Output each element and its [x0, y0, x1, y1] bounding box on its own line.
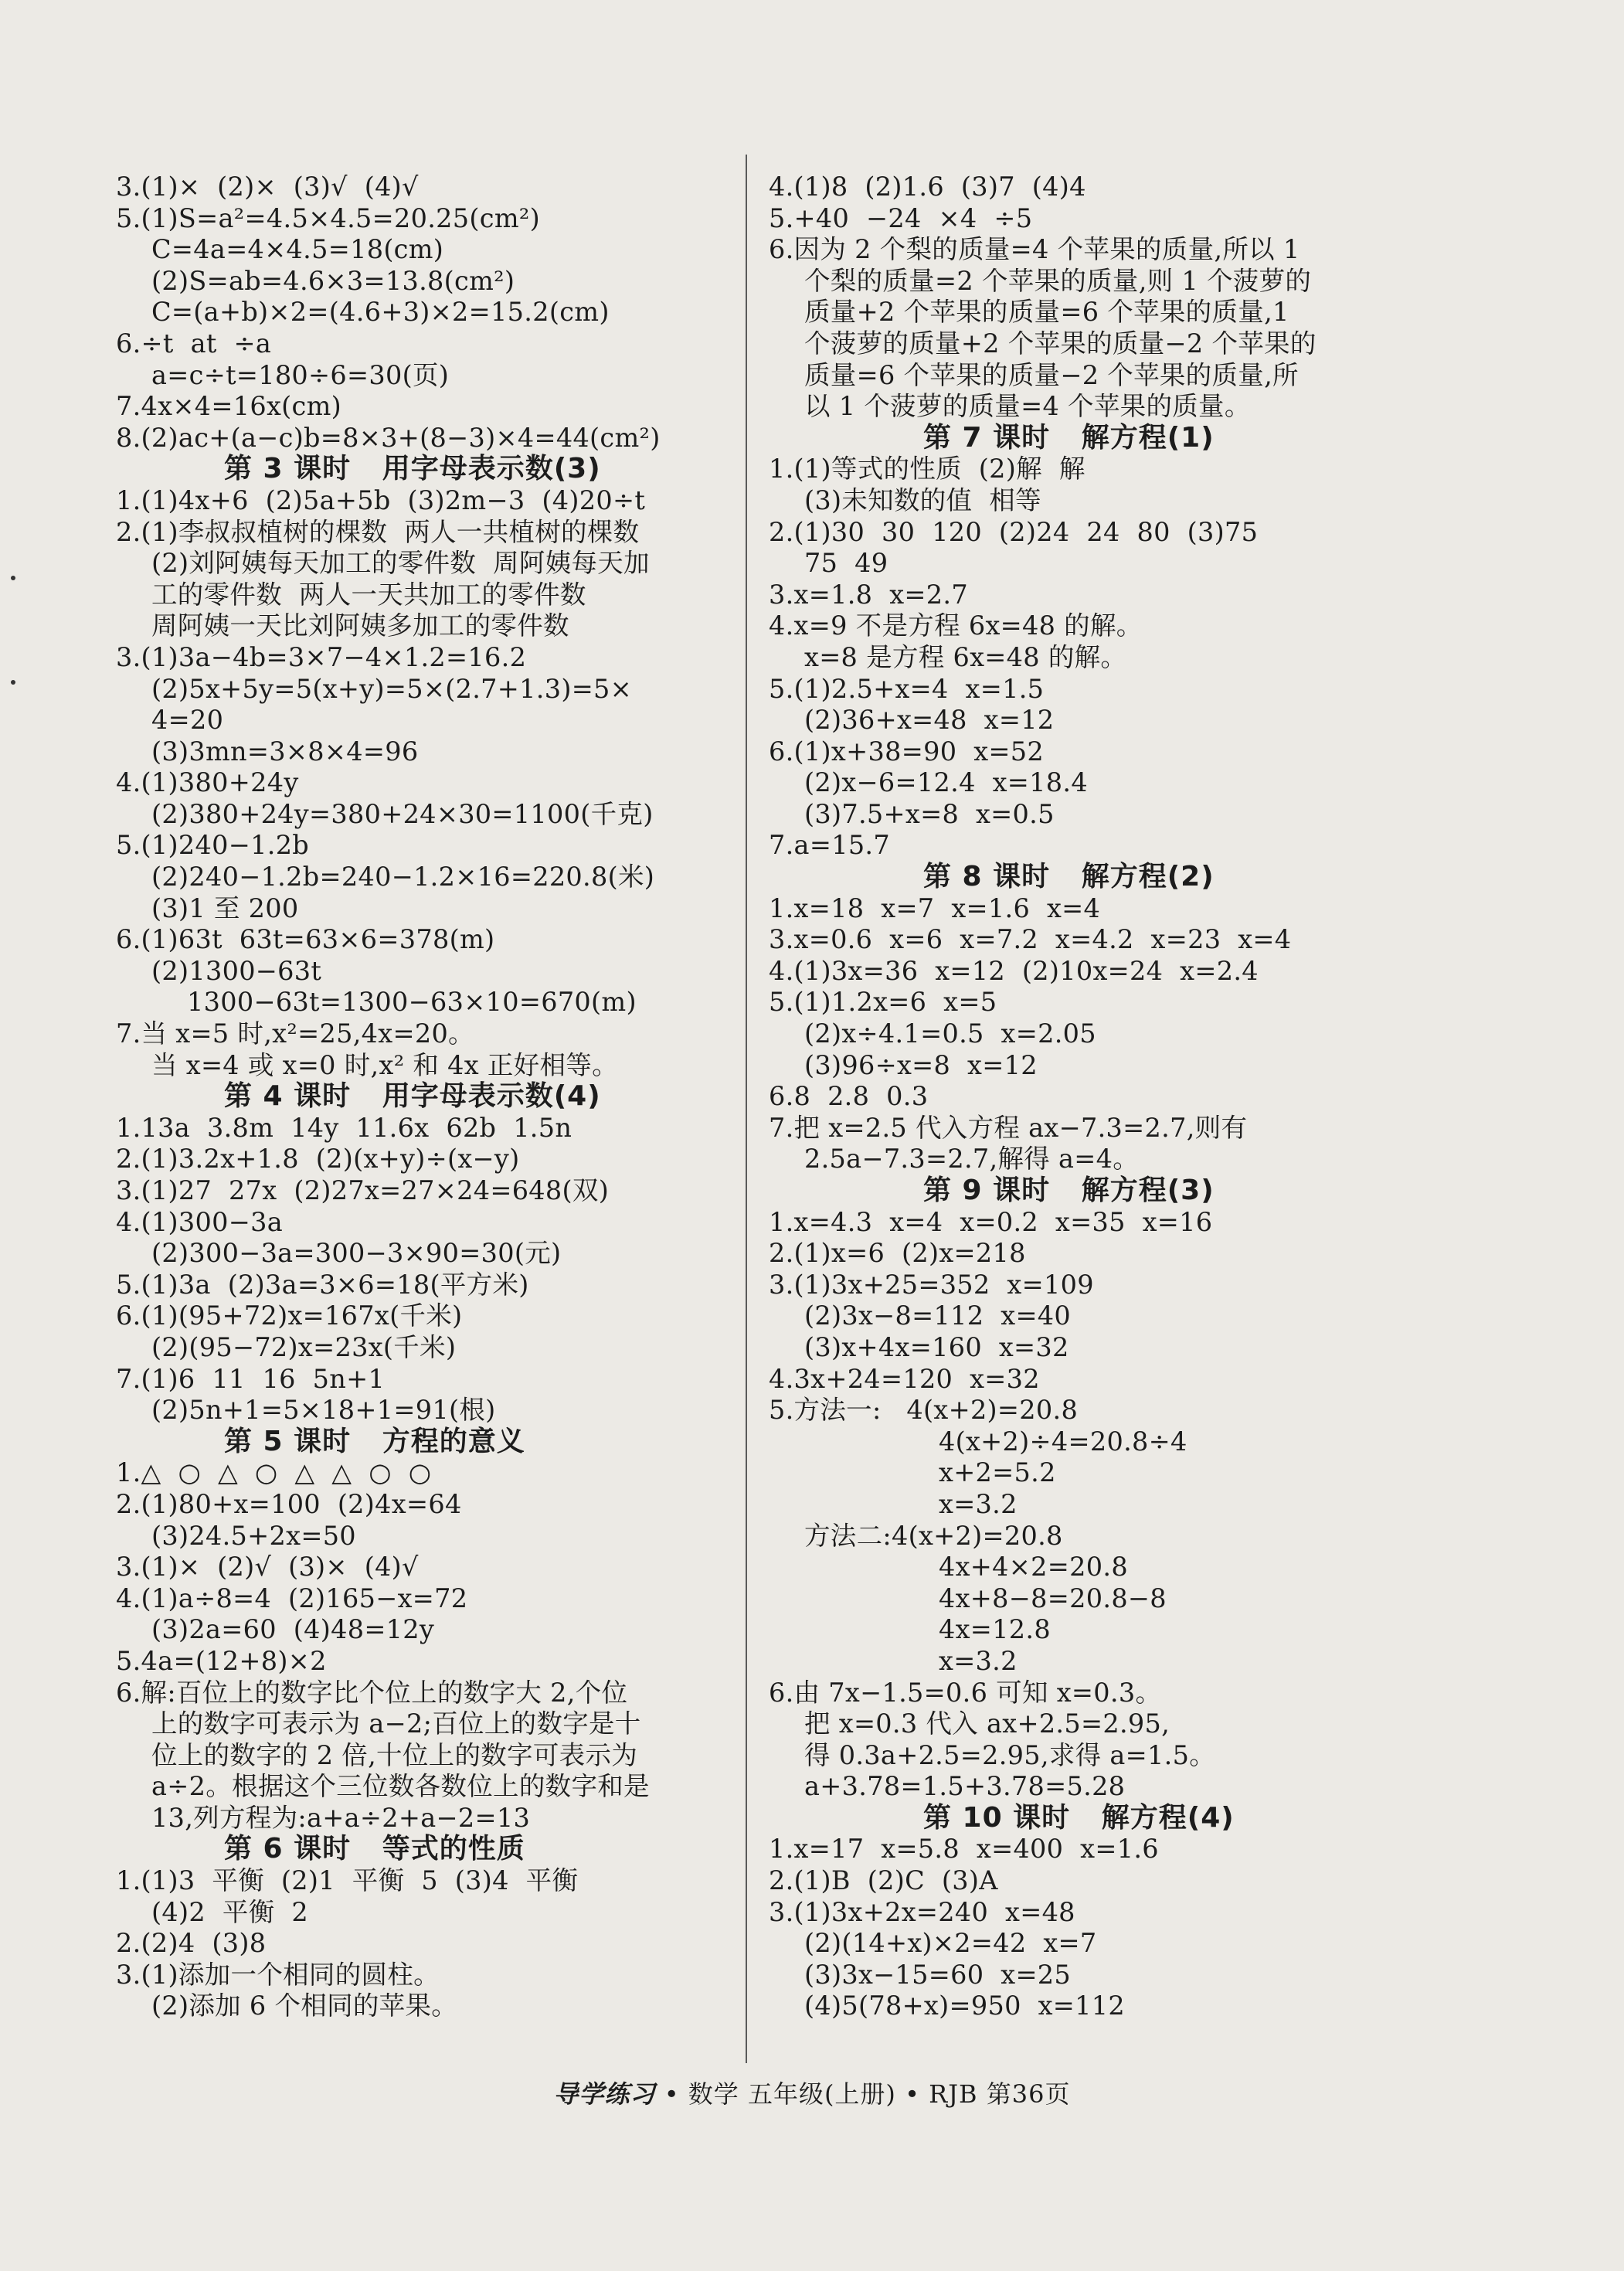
- answer-line: (3)x+4x=160 x=32: [804, 1331, 1069, 1362]
- answer-line: 5.方法一: 4(x+2)=20.8: [769, 1395, 1079, 1426]
- answer-line: 个菠萝的质量+2 个苹果的质量−2 个苹果的: [804, 328, 1317, 359]
- answer-line: (2)5x+5y=5(x+y)=5×(2.7+1.3)=5×: [151, 673, 633, 704]
- answer-line: 6.因为 2 个梨的质量=4 个苹果的质量,所以 1: [769, 234, 1300, 265]
- answer-line: 2.5a−7.3=2.7,解得 a=4。: [804, 1144, 1140, 1175]
- answer-line: 1.x=4.3 x=4 x=0.2 x=35 x=16: [769, 1206, 1213, 1237]
- answer-line: 6.8 2.8 0.3: [769, 1081, 929, 1112]
- page-footer: [0, 2075, 1624, 2110]
- answer-line: 4.(1)380+24y: [116, 767, 299, 798]
- answer-line: (2)1300−63t: [151, 955, 322, 986]
- lesson-heading: 第 6 课时 等式的性质: [224, 1833, 525, 1865]
- answer-line: 把 x=0.3 代入 ax+2.5=2.95,: [804, 1708, 1170, 1739]
- answer-line: 1.(1)等式的性质 (2)解 解: [769, 454, 1085, 484]
- answer-line: 周阿姨一天比刘阿姨多加工的零件数: [151, 610, 569, 641]
- answer-line: 5.(1)3a (2)3a=3×6=18(平方米): [116, 1269, 529, 1300]
- answer-line: (3)24.5+2x=50: [151, 1520, 356, 1551]
- answer-line: 1.x=17 x=5.8 x=400 x=1.6: [769, 1834, 1159, 1865]
- answer-line: a+3.78=1.5+3.78=5.28: [804, 1771, 1126, 1802]
- column-divider: [746, 155, 747, 2063]
- answer-line: 上的数字可表示为 a−2;百位上的数字是十: [151, 1708, 641, 1739]
- footer-brand: 导学练习: [553, 2079, 656, 2109]
- answer-line: (2)(95−72)x=23x(千米): [151, 1331, 457, 1362]
- answer-line: 1.(1)3 平衡 (2)1 平衡 5 (3)4 平衡: [116, 1865, 579, 1896]
- answer-line: 6.解:百位上的数字比个位上的数字大 2,个位: [116, 1677, 628, 1708]
- answer-line: 4=20: [151, 705, 224, 736]
- lesson-heading: 第 8 课时 解方程(2): [923, 861, 1215, 893]
- answer-line: 1.(1)4x+6 (2)5a+5b (3)2m−3 (4)20÷t: [116, 484, 646, 515]
- answer-line: (3)3mn=3×8×4=96: [151, 736, 419, 767]
- answer-line: 3.(1)添加一个相同的圆柱。: [116, 1959, 440, 1990]
- answer-line: (3)3x−15=60 x=25: [804, 1959, 1072, 1990]
- answer-line: 3.(1)× (2)√ (3)× (4)√: [116, 1552, 419, 1583]
- answer-line: 个梨的质量=2 个苹果的质量,则 1 个菠萝的: [804, 265, 1312, 296]
- answer-line: 4x+8−8=20.8−8: [939, 1583, 1167, 1613]
- answer-line: 6.(1)(95+72)x=167x(千米): [116, 1300, 463, 1331]
- answer-line: 7.a=15.7: [769, 830, 890, 861]
- answer-line: 4.x=9 不是方程 6x=48 的解。: [769, 610, 1143, 641]
- answer-line: 工的零件数 两人一天共加工的零件数: [151, 579, 586, 610]
- answer-line: 2.(1)B (2)C (3)A: [769, 1865, 998, 1896]
- answer-line: (3)96÷x=8 x=12: [804, 1049, 1038, 1080]
- answer-line: 1300−63t=1300−63×10=670(m): [187, 987, 637, 1018]
- answer-line: 6.(1)x+38=90 x=52: [769, 736, 1044, 767]
- answer-line: (4)5(78+x)=950 x=112: [804, 1991, 1126, 2021]
- answer-line: (2)添加 6 个相同的苹果。: [151, 1991, 458, 2021]
- answer-line: (2)(14+x)×2=42 x=7: [804, 1928, 1097, 1959]
- lesson-heading: 第 9 课时 解方程(3): [923, 1175, 1215, 1206]
- answer-line: (2)5n+1=5×18+1=91(根): [151, 1395, 496, 1426]
- answer-line: 以 1 个菠萝的质量=4 个苹果的质量。: [804, 391, 1251, 422]
- answer-line: 4.(1)8 (2)1.6 (3)7 (4)4: [769, 172, 1086, 202]
- answer-line: x=3.2: [939, 1488, 1018, 1519]
- answer-line: 方法二:4(x+2)=20.8: [804, 1520, 1063, 1551]
- answer-line: 7.(1)6 11 16 5n+1: [116, 1363, 386, 1394]
- answer-line: x+2=5.2: [939, 1457, 1056, 1488]
- footer-info: • 数学 五年级(上册) • RJB 第36页: [664, 2079, 1071, 2109]
- answer-line: 2.(2)4 (3)8: [116, 1928, 267, 1959]
- answer-line: 5.(1)1.2x=6 x=5: [769, 987, 997, 1018]
- answer-line: 4.(1)300−3a: [116, 1206, 284, 1237]
- answer-line: (2)x−6=12.4 x=18.4: [804, 767, 1088, 798]
- answer-line: 3.(1)3x+25=352 x=109: [769, 1269, 1094, 1300]
- right-column: [769, 172, 1433, 2022]
- answer-line: (2)240−1.2b=240−1.2×16=220.8(米): [151, 862, 655, 892]
- answer-line: 5.(1)240−1.2b: [116, 830, 310, 861]
- left-column: [116, 172, 726, 2022]
- answer-line: (2)36+x=48 x=12: [804, 705, 1055, 736]
- answer-line: x=3.2: [939, 1645, 1018, 1676]
- answer-line: (2)3x−8=112 x=40: [804, 1300, 1072, 1331]
- answer-line: 4(x+2)÷4=20.8÷4: [939, 1426, 1187, 1457]
- answer-line: 3.(1)27 27x (2)27x=27×24=648(双): [116, 1175, 610, 1205]
- lesson-heading: 第 10 课时 解方程(4): [923, 1801, 1235, 1834]
- answer-line: 2.(1)30 30 120 (2)24 24 80 (3)75: [769, 516, 1259, 547]
- answer-line: 4x=12.8: [939, 1614, 1051, 1645]
- answer-line: (2)300−3a=300−3×90=30(元): [151, 1238, 562, 1269]
- answer-line: 5.+40 −24 ×4 ÷5: [769, 202, 1033, 233]
- answer-line: 得 0.3a+2.5=2.95,求得 a=1.5。: [804, 1739, 1216, 1770]
- margin-dot: [11, 680, 15, 685]
- answer-line: 3.(1)3x+2x=240 x=48: [769, 1896, 1075, 1927]
- answer-line: 75 49: [804, 548, 888, 579]
- lesson-heading: 第 4 课时 用字母表示数(4): [224, 1080, 601, 1113]
- lesson-heading: 第 3 课时 用字母表示数(3): [224, 453, 601, 485]
- answer-line: (2)380+24y=380+24×30=1100(千克): [151, 798, 654, 829]
- answer-line: 4x+4×2=20.8: [939, 1552, 1128, 1583]
- answer-line: a=c÷t=180÷6=30(页): [151, 359, 450, 390]
- answer-line: 1.13a 3.8m 14y 11.6x 62b 1.5n: [116, 1112, 572, 1143]
- answer-line: (4)2 平衡 2: [151, 1896, 308, 1927]
- answer-line: 5.4a=(12+8)×2: [116, 1645, 327, 1676]
- answer-line: (2)x÷4.1=0.5 x=2.05: [804, 1018, 1096, 1049]
- answer-line: 4.(1)a÷8=4 (2)165−x=72: [116, 1583, 468, 1613]
- answer-line: 6.由 7x−1.5=0.6 可知 x=0.3。: [769, 1677, 1162, 1708]
- answer-line: (3)未知数的值 相等: [804, 484, 1041, 515]
- answer-line: 2.(1)3.2x+1.8 (2)(x+y)÷(x−y): [116, 1144, 520, 1175]
- answer-line: 2.(1)x=6 (2)x=218: [769, 1238, 1026, 1269]
- lesson-heading: 第 7 课时 解方程(1): [923, 421, 1215, 454]
- answer-line: (2)S=ab=4.6×3=13.8(cm²): [151, 265, 515, 296]
- answer-line: 当 x=4 或 x=0 时,x² 和 4x 正好相等。: [151, 1049, 618, 1080]
- answer-line: 4.(1)3x=36 x=12 (2)10x=24 x=2.4: [769, 955, 1259, 986]
- lesson-heading: 第 5 课时 方程的意义: [224, 1425, 525, 1457]
- answer-line: 1.x=18 x=7 x=1.6 x=4: [769, 892, 1101, 923]
- answer-line: 13,列方程为:a+a÷2+a−2=13: [151, 1802, 531, 1833]
- answer-line: 6.(1)63t 63t=63×6=378(m): [116, 924, 495, 955]
- answer-line: (2)刘阿姨每天加工的零件数 周阿姨每天加: [151, 548, 650, 579]
- answer-line: 1.△ ○ △ ○ △ △ ○ ○: [116, 1457, 432, 1488]
- answer-line: 3.(1)3a−4b=3×7−4×1.2=16.2: [116, 641, 527, 672]
- answer-line: (3)2a=60 (4)48=12y: [151, 1614, 435, 1645]
- answer-line: C=4a=4×4.5=18(cm): [151, 234, 444, 265]
- answer-line: 5.(1)S=a²=4.5×4.5=20.25(cm²): [116, 202, 540, 233]
- answer-line: 2.(1)李叔叔植树的棵数 两人一共植树的棵数: [116, 516, 640, 547]
- answer-line: x=8 是方程 6x=48 的解。: [804, 641, 1127, 672]
- answer-line: 3.x=1.8 x=2.7: [769, 579, 968, 610]
- margin-dot: [11, 576, 15, 580]
- answer-line: (3)1 至 200: [151, 892, 299, 923]
- answer-line: C=(a+b)×2=(4.6+3)×2=15.2(cm): [151, 297, 610, 328]
- answer-line: 7.当 x=5 时,x²=25,4x=20。: [116, 1018, 474, 1049]
- answer-line: 8.(2)ac+(a−c)b=8×3+(8−3)×4=44(cm²): [116, 422, 661, 453]
- answer-line: 7.把 x=2.5 代入方程 ax−7.3=2.7,则有: [769, 1112, 1248, 1143]
- answer-line: 5.(1)2.5+x=4 x=1.5: [769, 673, 1045, 704]
- answer-line: 2.(1)80+x=100 (2)4x=64: [116, 1488, 462, 1519]
- answer-line: 6.÷t at ÷a: [116, 328, 272, 359]
- answer-line: 4.3x+24=120 x=32: [769, 1363, 1040, 1394]
- answer-line: 质量+2 个苹果的质量=6 个苹果的质量,1: [804, 297, 1289, 328]
- answer-line: (3)7.5+x=8 x=0.5: [804, 798, 1055, 829]
- answer-line: 位上的数字的 2 倍,十位上的数字可表示为: [151, 1739, 638, 1770]
- answer-line: 3.(1)× (2)× (3)√ (4)√: [116, 172, 419, 202]
- answer-line: 7.4x×4=16x(cm): [116, 391, 342, 422]
- answer-line: 质量=6 个苹果的质量−2 个苹果的质量,所: [804, 359, 1299, 390]
- answer-line: a÷2。根据这个三位数各数位上的数字和是: [151, 1771, 650, 1802]
- answer-line: 3.x=0.6 x=6 x=7.2 x=4.2 x=23 x=4: [769, 924, 1292, 955]
